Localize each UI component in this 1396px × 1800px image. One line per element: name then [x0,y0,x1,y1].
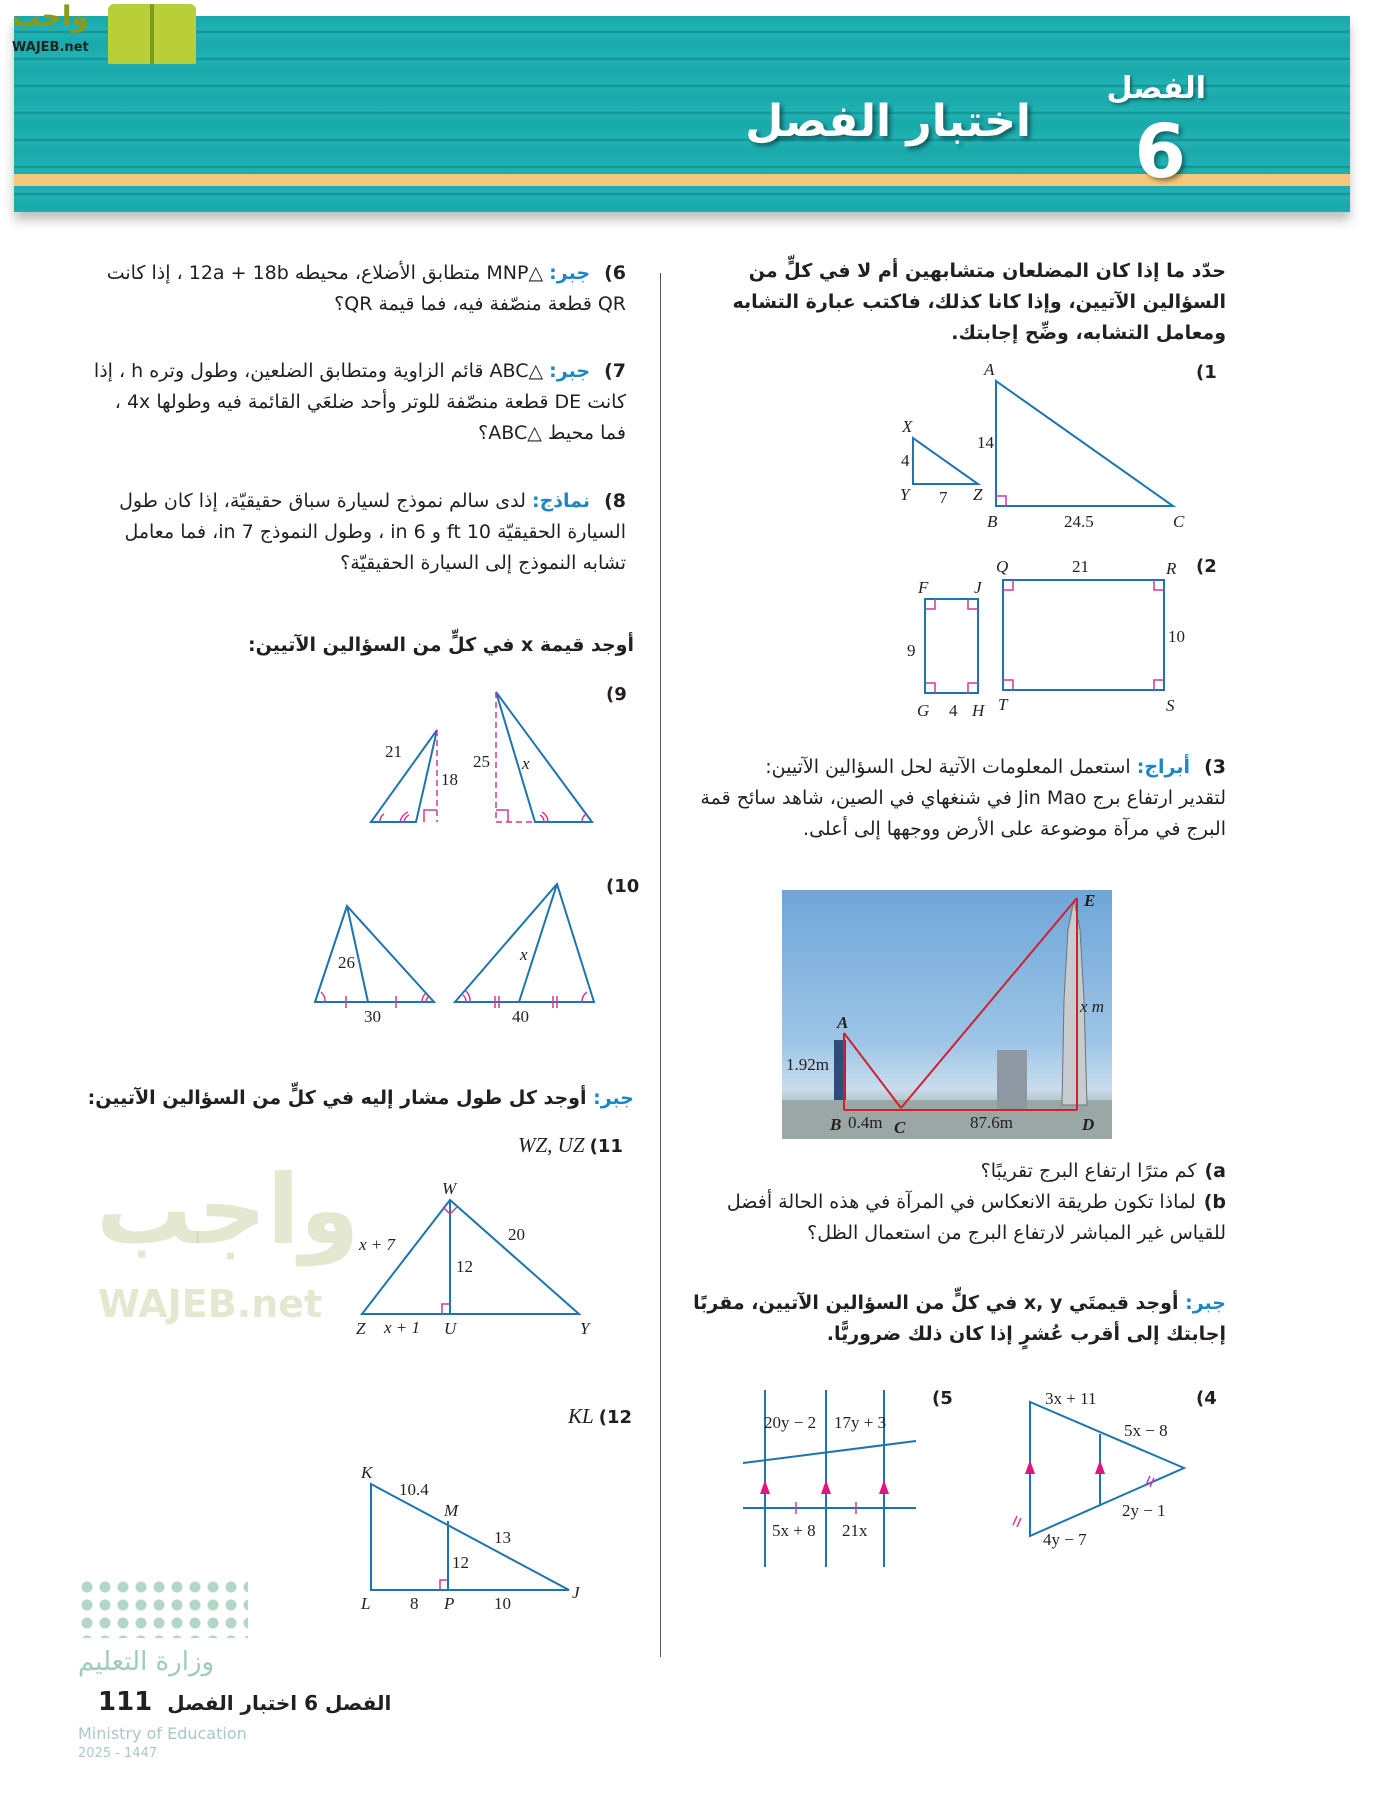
label-wy: 20 [508,1225,525,1244]
label-W: W [442,1179,457,1198]
q3b-text: لماذا تكون طريقة الانعكاس في المرآة في هذه الحالة أفضل للقياس غير المباشر لارتفاع البرج من استعمال الظل؟ [726,1191,1226,1244]
q5-label-2: 17y + 3 [834,1413,887,1432]
q9-label-18: 18 [441,770,458,789]
label-C: C [894,1118,906,1137]
q5-label-4: 21x [842,1521,868,1540]
label-9: 9 [907,641,916,660]
label-zu: x + 1 [384,1318,421,1337]
label-U: U [444,1319,457,1338]
label-B: B [987,512,998,531]
ministry-name-en: Ministry of Education [78,1724,247,1743]
label-bc: 0.4m [848,1113,883,1132]
q10-label-40: 40 [512,1007,529,1026]
triangle-klj [371,1484,569,1590]
label-P: P [444,1594,455,1613]
find-x-heading: أوجد قيمة x في كلٍّ من السؤالين الآتيين: [248,634,634,656]
q4-label-3: 2y − 1 [1122,1501,1166,1520]
q5-number: (5 [932,1388,953,1409]
right-angle-mark [996,496,1006,506]
label-E: E [1084,891,1096,910]
rectangle-fjhg [925,599,978,693]
q1-number: (1 [1196,362,1217,383]
label-height: 1.92m [786,1055,829,1074]
label-J: J [572,1583,580,1602]
q3a-text: كم مترًا ارتفاع البرج تقريبًا؟ [980,1160,1197,1182]
logo-text-en: WAJEB.net [12,40,89,55]
q3-body: لتقدير ارتفاع برج Jin Mao في شنغهاي في الصين، شاهد سائح قمة البرج في مرآة موضوعة على الأرض ووجهها إلى أعلى. [700,787,1226,840]
label-Y: Y [900,485,910,504]
q5-transversal-1 [743,1441,916,1463]
parallel-arrows [760,1460,1105,1494]
label-mp: 12 [452,1553,469,1572]
q9-triangle-right [496,692,592,822]
q9-number: (9 [606,684,627,705]
q9-triangle-left [371,730,437,822]
q6-text: △MNP متطابق الأضلاع، محيطه 12a + 18b ، إذا كانت QR قطعة منصّفة فيه، فما قيمة QR؟ [106,262,626,315]
label-L: L [361,1594,371,1613]
ministry-logo [78,1578,248,1638]
label-A: A [837,1013,849,1032]
q10-median-right [519,884,557,1002]
logo-text-ar: واجب [12,0,89,33]
algebra-text: أوجد قيمتَي x, y في كلٍّ من السؤالين الآتيين، مقربًا إجابتك إلى أقرب عُشرٍ إذا كان ذلك ضروريًّا. [693,1292,1226,1345]
label-J: J [974,578,982,597]
label-F: F [918,578,929,597]
triangle-abc [996,381,1173,506]
angle-arcs [540,812,586,822]
label-Z: Z [356,1319,366,1338]
label-T: T [998,695,1008,714]
label-wu: 12 [456,1257,473,1276]
triangle-xyz [913,438,978,484]
q10-label-26: 26 [338,953,355,972]
ministry-name-ar: وزارة التعليم [78,1647,215,1677]
label-D: D [1082,1115,1095,1134]
q3b-label: b) [1203,1191,1226,1213]
label-7: 7 [939,488,948,507]
label-G: G [917,701,930,720]
footer-title: اختبار الفصل [167,1691,298,1715]
label-wz: x + 7 [359,1235,396,1254]
page-title: اختبار الفصل [745,96,1031,147]
q7-tag: جبر: [549,360,591,382]
label-K: K [361,1463,373,1482]
q4-label-1: 3x + 11 [1045,1389,1097,1408]
right-angle-mark [442,1304,450,1314]
q11-number: (11 [589,1136,623,1157]
label-24.5: 24.5 [1064,512,1094,531]
q10-triangle-left [315,906,434,1002]
label-14: 14 [977,433,994,452]
label-4: 4 [901,451,910,470]
label-pj: 10 [494,1594,511,1613]
q4-label-4: 4y − 7 [1043,1530,1087,1549]
label-lp: 8 [410,1594,419,1613]
label-km: 10.4 [399,1480,429,1499]
q2-number: (2 [1196,556,1217,577]
page-footer [98,1686,391,1719]
q10-label-30: 30 [364,1007,381,1026]
lengths-tag: جبر: [593,1087,634,1109]
q9-label-21: 21 [385,742,402,761]
q12-number: (12 [598,1407,633,1428]
q10-label-x: x [520,945,528,964]
label-Z: Z [973,485,983,504]
label-Q: Q [996,557,1009,576]
label-x: x m [1080,997,1105,1016]
q3-tag: أبراج: [1136,756,1191,778]
q7-text: △ABC قائم الزاوية ومتطابق الضلعين، وطول وتره h ، إذا كانت DE قطعة منصّفة للوتر وأحد ضلعَي القائمة فيه وطولها 4x ، فما محيط △ABC؟ [93,360,626,444]
q5-label-1: 20y − 2 [764,1413,817,1432]
label-Y: Y [580,1319,590,1338]
label-C: C [1173,512,1185,531]
right-angle-marks [1003,580,1164,690]
chapter-number: 6 [1134,109,1186,195]
q3-line1: استعمل المعلومات الآتية لحل السؤالين الآتيين: [765,756,1131,778]
watermark-en: WAJEB.net [98,1282,323,1326]
similarity-instructions: حدّد ما إذا كان المضلعان متشابهين أم لا في كلٍّ من السؤالين الآتيين، وإذا كانا كذلك، فاكتب عبارة التشابه ومعامل التشابه، وضِّح إجابتك. [732,260,1226,344]
lengths-text: أوجد كل طول مشار إليه في كلٍّ من السؤالين الآتيين: [87,1087,587,1109]
q3-number: 3) [1204,756,1226,778]
footer-chapter: الفصل 6 [304,1691,392,1715]
watermark-ar: واجب [96,1154,360,1266]
angle-arcs [321,992,429,1002]
q8-text: لدى سالم نموذج لسيارة سباق حقيقيّة، إذا كان طول السيارة الحقيقيّة 10 ft و 6 in ، وطول النموذج 7 in، فما معامل تشابه النموذج إلى السيارة الحقيقيّة؟ [119,490,626,574]
q11-target: WZ, UZ [518,1133,585,1157]
label-H: H [972,701,985,720]
right-angle-mark-p [440,1580,448,1590]
q6-tag: جبر: [549,262,591,284]
label-A: A [984,360,995,379]
angle-arcs [380,812,409,822]
label-B: B [830,1115,842,1134]
q5-label-3: 5x + 8 [772,1521,816,1540]
q12-target: KL [568,1404,594,1428]
q8-number: 8) [604,490,626,512]
right-angle-marks [925,599,978,693]
label-4: 4 [949,701,958,720]
q9-label-25: 25 [473,752,490,771]
rectangle-qrst [1003,580,1164,690]
algebra-tag: جبر: [1185,1292,1226,1314]
q7-number: 7) [604,360,626,382]
chapter-label: الفصل [1106,71,1206,106]
label-S: S [1166,696,1175,715]
q10-number: (10 [606,876,640,897]
q4-label-2: 5x − 8 [1124,1421,1168,1440]
label-mj: 13 [494,1528,511,1547]
label-R: R [1166,559,1177,578]
label-10: 10 [1168,627,1185,646]
label-21: 21 [1072,557,1089,576]
q6-number: 6) [604,262,626,284]
q4-number: (4 [1196,1388,1217,1409]
q3a-label: a) [1204,1160,1226,1182]
label-cd: 87.6m [970,1113,1013,1132]
angle-arcs [463,991,587,1002]
marks [321,496,1164,1590]
label-X: X [902,417,913,436]
page-number: 111 [98,1687,153,1717]
label-M: M [444,1501,459,1520]
edition-year: 2025 - 1447 [78,1746,158,1761]
q9-label-x: x [522,754,530,773]
q8-tag: نماذج: [531,490,591,512]
